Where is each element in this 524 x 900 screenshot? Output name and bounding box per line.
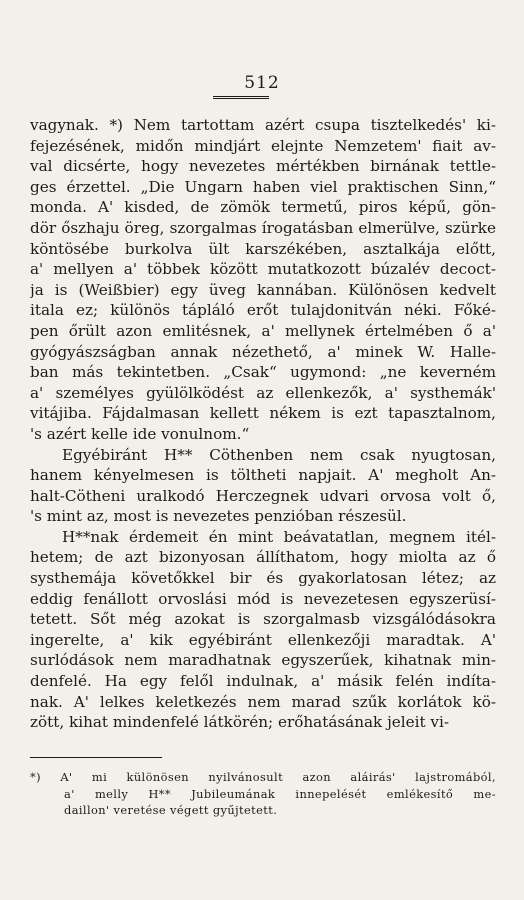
text-line: systhemája követőkkel bir és gyakorlatosan létez; az	[30, 569, 496, 588]
text-line: ges érzettel. „Die Ungarn haben viel praktischen Sinn,“	[30, 177, 496, 196]
text-line: tetett. Sőt még azokat is szorgalmasb vizsgálódásokra	[30, 610, 496, 629]
body-text	[30, 115, 496, 733]
text-line: nak. A' lelkes keletkezés nem marad szűk korlátok kö-	[30, 692, 496, 711]
text-line: pen őrült azon emlitésnek, a' mellynek értelmében ő a'	[30, 321, 496, 340]
text-line: dör őszhaju öreg, szorgalmas írogatásban elmerülve, szürke	[30, 218, 496, 237]
text-line: halt-Cötheni uralkodó Herczegnek udvari orvosa volt ő,	[30, 486, 496, 505]
paragraph	[30, 115, 496, 445]
text-line: vitájiba. Fájdalmasan kellett nékem is ezt tapasztalnom,	[30, 404, 496, 423]
text-line: val dicsérte, hogy nevezetes mértékben birnának tettle-	[30, 157, 496, 176]
text-line: 's azért kelle ide vonulnom.“	[30, 424, 250, 443]
text-line: zött, kihat mindenfelé látkörén; erőhatásának jeleit vi-	[30, 713, 449, 732]
text-line: denfelé. Ha egy felől indulnak, a' másik felén indíta-	[30, 672, 496, 691]
page-number: 512	[244, 73, 280, 93]
footnote-line: a' melly H** Jubileumának innepelését emlékesítő me-	[64, 786, 496, 801]
text-line: itala ez; különös tápláló erőt tulajdonitván néki. Főké-	[30, 301, 496, 320]
text-line: ban más tekintetben. „Csak“ ugymond: „ne keverném	[30, 363, 496, 382]
text-line: a' személyes gyülölködést az ellenkezők, a' systhemák'	[30, 383, 496, 402]
footnote	[30, 769, 496, 819]
header-rule	[213, 96, 269, 99]
footnote-line: daillon' veretése végett gyűjtetett.	[64, 803, 278, 818]
footnote-divider	[30, 757, 162, 758]
text-line: Egyébiránt H** Cöthenben nem csak nyugtosan,	[62, 445, 496, 464]
footnote-line: *) A' mi különösen nyilvánosult azon aláirás' lajstromából,	[30, 770, 496, 784]
paragraph	[30, 527, 496, 733]
text-line: eddig fenállott orvoslási mód is nevezetesen egyszerüsí-	[30, 589, 496, 608]
text-line: ja is (Weißbier) egy üveg kannában. Különösen kedvelt	[30, 280, 496, 299]
text-line: surlódások nem maradhatnak egyszerűek, kihatnak min-	[30, 651, 496, 670]
text-line: vagynak. *) Nem tartottam azért csupa tisztelkedés' ki-	[30, 116, 496, 134]
text-line: monda. A' kisded, de zömök termetű, piros képű, gön-	[30, 198, 496, 217]
text-line: hanem kényelmesen is töltheti napjait. A' megholt An-	[30, 466, 496, 485]
text-line: 's mint az, most is nevezetes penzióban részesül.	[30, 507, 407, 526]
text-line: a' mellyen a' többek között mutatkozott búzalév decoct-	[30, 260, 496, 279]
text-line: fejezésének, midőn mindjárt elejnte Nemzetem' fiait av-	[30, 136, 496, 155]
text-line: gyógyászságban annak nézethető, a' minek W. Halle-	[30, 342, 496, 361]
paragraph	[30, 445, 496, 527]
text-line: köntösébe burkolva ült karszékében, asztalkája előtt,	[30, 239, 496, 258]
text-line: ingerelte, a' kik egyébiránt ellenkezőji maradtak. A'	[30, 630, 496, 649]
text-line: hetem; de azt bizonyosan állíthatom, hogy miolta az ő	[30, 548, 496, 567]
text-line: H**nak érdemeit én mint beávatatlan, megnem itél-	[62, 527, 496, 546]
